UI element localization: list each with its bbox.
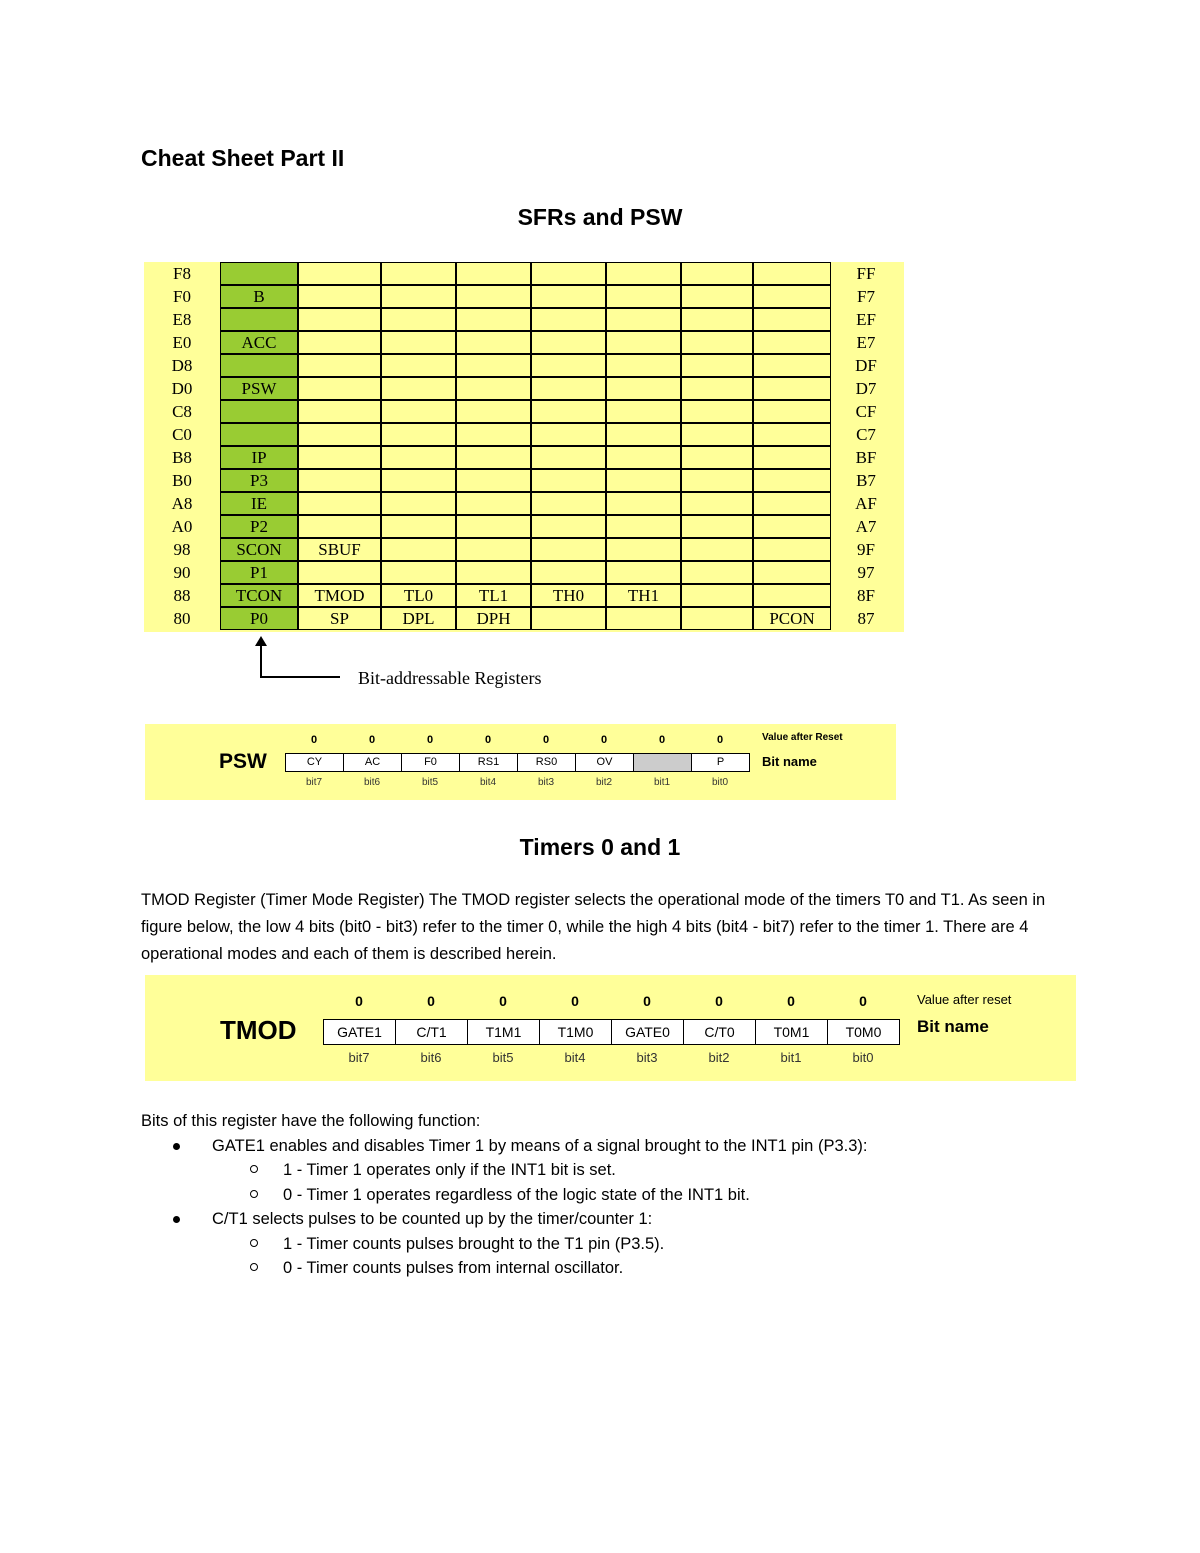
bullet-text: GATE1 enables and disables Timer 1 by means of a signal brought to the INT1 pin (P3.3): bbox=[212, 1137, 868, 1155]
bit-index: bit3 bbox=[636, 1050, 658, 1065]
sfr-cell bbox=[298, 469, 381, 492]
bit-reset-value: 0 bbox=[310, 734, 318, 746]
sfr-cell bbox=[531, 262, 606, 285]
sfr-cell bbox=[606, 561, 681, 584]
bit-cell: RS0 bbox=[517, 753, 576, 772]
sfr-cell bbox=[681, 308, 753, 331]
register-name: PSW bbox=[219, 750, 267, 773]
bit-reset-value: 0 bbox=[355, 993, 363, 1009]
sfr-bit-addressable-cell: ACC bbox=[220, 331, 298, 354]
bit-index: bit0 bbox=[852, 1050, 874, 1065]
sfr-cell bbox=[531, 492, 606, 515]
sfr-cell bbox=[753, 584, 831, 607]
sfr-cell bbox=[298, 285, 381, 308]
sfr-cell bbox=[606, 423, 681, 446]
bit-index: bit5 bbox=[421, 777, 439, 788]
sfr-bit-addressable-cell: B bbox=[220, 285, 298, 308]
sfr-cell bbox=[456, 561, 531, 584]
bit-cell: C/T0 bbox=[683, 1019, 756, 1045]
sfr-bit-addressable-cell: P3 bbox=[220, 469, 298, 492]
bit-cell: GATE1 bbox=[323, 1019, 396, 1045]
sfr-row bbox=[144, 423, 904, 446]
sfr-cell bbox=[606, 469, 681, 492]
sfr-cell: TL0 bbox=[381, 584, 456, 607]
sfr-cell bbox=[381, 446, 456, 469]
sfr-address-left: E8 bbox=[172, 310, 192, 329]
sfr-cell bbox=[606, 354, 681, 377]
sfr-row bbox=[144, 515, 904, 538]
bits-intro: Bits of this register have the following function: bbox=[141, 1112, 481, 1130]
sfr-cell: TL1 bbox=[456, 584, 531, 607]
bit-cell: RS1 bbox=[459, 753, 518, 772]
sfr-cell bbox=[298, 515, 381, 538]
sfr-row bbox=[144, 492, 904, 515]
sfr-cell bbox=[681, 492, 753, 515]
bit-index: bit4 bbox=[564, 1050, 586, 1065]
sfr-cell: TMOD bbox=[298, 584, 381, 607]
bit-cell: F0 bbox=[401, 753, 460, 772]
sfr-cell bbox=[606, 262, 681, 285]
sfr-map-table bbox=[144, 262, 904, 632]
sfr-bit-addressable-cell: P1 bbox=[220, 561, 298, 584]
sub-bullet-text: 0 - Timer counts pulses from internal oscillator. bbox=[283, 1259, 624, 1278]
sfr-bit-addressable-cell bbox=[220, 423, 298, 446]
bit-cell: C/T1 bbox=[395, 1019, 468, 1045]
sfr-address-right: 9F bbox=[857, 540, 875, 559]
arrow-line bbox=[260, 642, 262, 678]
sfr-cell bbox=[298, 561, 381, 584]
bit-cell: P bbox=[691, 753, 750, 772]
sfr-address-left: F8 bbox=[173, 264, 191, 283]
circle-bullet-icon bbox=[250, 1165, 258, 1173]
bit-reset-value: 0 bbox=[571, 993, 579, 1009]
bit-reset-value: 0 bbox=[658, 734, 666, 746]
sfr-bit-addressable-cell: IP bbox=[220, 446, 298, 469]
sfr-cell bbox=[381, 377, 456, 400]
bit-index: bit5 bbox=[492, 1050, 514, 1065]
sfr-cell bbox=[531, 354, 606, 377]
sfr-address-left: C0 bbox=[172, 425, 192, 444]
bit-cell: CY bbox=[285, 753, 344, 772]
sfr-cell bbox=[681, 285, 753, 308]
sfr-address-right: BF bbox=[855, 448, 877, 467]
sfr-cell bbox=[681, 377, 753, 400]
sfr-bit-addressable-cell bbox=[220, 262, 298, 285]
sub-bullet-item bbox=[212, 1183, 867, 1207]
sfr-address-right: C7 bbox=[856, 425, 876, 444]
sfr-address-left: C8 bbox=[172, 402, 192, 421]
sfr-bit-addressable-cell: P0 bbox=[220, 607, 298, 630]
sub-list bbox=[212, 1158, 867, 1207]
sfr-cell bbox=[531, 308, 606, 331]
sfr-address-left: E0 bbox=[172, 333, 192, 352]
bit-reset-value: 0 bbox=[715, 993, 723, 1009]
bit-reset-value: 0 bbox=[542, 734, 550, 746]
circle-bullet-icon bbox=[250, 1190, 258, 1198]
reset-value-label: Value after reset bbox=[917, 992, 1012, 1007]
sfr-cell bbox=[381, 331, 456, 354]
sfr-cell bbox=[456, 331, 531, 354]
bullet-item bbox=[141, 1207, 867, 1280]
sfr-cell bbox=[606, 538, 681, 561]
sfr-cell bbox=[456, 377, 531, 400]
bit-index: bit6 bbox=[363, 777, 381, 788]
bit-name-label: Bit name bbox=[917, 1017, 989, 1036]
sfr-cell bbox=[606, 285, 681, 308]
bit-index: bit3 bbox=[537, 777, 555, 788]
bit-index: bit7 bbox=[305, 777, 323, 788]
sfr-cell bbox=[753, 446, 831, 469]
sfr-row bbox=[144, 377, 904, 400]
bullet-text: C/T1 selects pulses to be counted up by the timer/counter 1: bbox=[212, 1210, 653, 1229]
bit-cell: T0M1 bbox=[755, 1019, 828, 1045]
sfr-cell bbox=[381, 354, 456, 377]
bit-cell: GATE0 bbox=[611, 1019, 684, 1045]
bit-index: bit0 bbox=[711, 777, 729, 788]
sfr-bit-addressable-cell bbox=[220, 400, 298, 423]
sfr-cell bbox=[753, 492, 831, 515]
sfr-cell bbox=[456, 262, 531, 285]
sub-bullet-item bbox=[212, 1256, 867, 1280]
sfr-cell: DPH bbox=[456, 607, 531, 630]
sfr-row bbox=[144, 538, 904, 561]
bit-reset-value: 0 bbox=[426, 734, 434, 746]
sfr-cell bbox=[753, 469, 831, 492]
sfr-cell bbox=[606, 607, 681, 630]
sfr-address-right: 87 bbox=[857, 609, 875, 628]
sfr-cell bbox=[381, 400, 456, 423]
sfr-cell bbox=[456, 423, 531, 446]
sfr-cell bbox=[753, 285, 831, 308]
sfr-address-left: F0 bbox=[173, 287, 191, 306]
sfr-row bbox=[144, 354, 904, 377]
bit-reset-value: 0 bbox=[600, 734, 608, 746]
sfr-row bbox=[144, 308, 904, 331]
sfr-address-right: DF bbox=[855, 356, 877, 375]
sfr-cell bbox=[753, 400, 831, 423]
sfr-address-left: 80 bbox=[173, 609, 191, 628]
sfr-bit-addressable-cell: IE bbox=[220, 492, 298, 515]
sfr-cell bbox=[381, 538, 456, 561]
bit-reset-value: 0 bbox=[859, 993, 867, 1009]
sfr-cell bbox=[531, 285, 606, 308]
sfr-cell bbox=[381, 515, 456, 538]
bit-cell: T0M0 bbox=[827, 1019, 900, 1045]
sfr-address-left: D8 bbox=[171, 356, 193, 375]
sfr-row bbox=[144, 584, 904, 607]
tmod-register-diagram bbox=[145, 975, 1076, 1081]
sfr-cell bbox=[681, 354, 753, 377]
sfr-cell bbox=[606, 377, 681, 400]
sfr-address-right: AF bbox=[855, 494, 877, 513]
sfr-row bbox=[144, 331, 904, 354]
sfr-cell bbox=[531, 515, 606, 538]
sfr-cell bbox=[606, 515, 681, 538]
document-title: Cheat Sheet Part II bbox=[141, 145, 345, 171]
sfr-cell bbox=[381, 262, 456, 285]
bit-index: bit7 bbox=[348, 1050, 370, 1065]
sfr-cell bbox=[456, 308, 531, 331]
sfr-address-right: FF bbox=[856, 264, 876, 283]
sfr-cell bbox=[753, 354, 831, 377]
bit-reset-value: 0 bbox=[643, 993, 651, 1009]
bit-function-list bbox=[141, 1134, 867, 1280]
sfr-address-left: A0 bbox=[171, 517, 193, 536]
sfr-bit-addressable-cell: P2 bbox=[220, 515, 298, 538]
sfr-bit-addressable-cell bbox=[220, 354, 298, 377]
sfr-cell bbox=[298, 423, 381, 446]
sfr-cell bbox=[531, 469, 606, 492]
sub-bullet-item bbox=[212, 1232, 867, 1256]
sfr-row bbox=[144, 285, 904, 308]
sfr-cell: DPL bbox=[381, 607, 456, 630]
sfr-cell: TH0 bbox=[531, 584, 606, 607]
sub-bullet-text: 0 - Timer 1 operates regardless of the logic state of the INT1 bit. bbox=[283, 1185, 750, 1204]
timers-heading: Timers 0 and 1 bbox=[519, 834, 681, 860]
sfr-row bbox=[144, 262, 904, 285]
bit-reset-value: 0 bbox=[716, 734, 724, 746]
bit-index: bit1 bbox=[780, 1050, 802, 1065]
sfr-cell bbox=[681, 607, 753, 630]
sfr-row bbox=[144, 400, 904, 423]
tmod-paragraph: TMOD Register (Timer Mode Register) The TMOD register selects the operational mode of the timers T0 and T1. As seen in figure below, the low 4 bits (bit0 - bit3) refer to the timer 0, while the high 4 bits (bit4 - bit7) refer to the timer 1. There are 4 operational modes and each of them is described herein. bbox=[141, 891, 1046, 963]
sfr-bit-addressable-cell: TCON bbox=[220, 584, 298, 607]
sfr-cell bbox=[381, 469, 456, 492]
bit-reset-value: 0 bbox=[368, 734, 376, 746]
sfr-address-left: B8 bbox=[172, 448, 192, 467]
sfr-address-right: B7 bbox=[856, 471, 876, 490]
sfr-address-right: CF bbox=[855, 402, 877, 421]
sfr-cell: TH1 bbox=[606, 584, 681, 607]
sfr-bit-addressable-cell: SCON bbox=[220, 538, 298, 561]
sfr-address-left: B0 bbox=[172, 471, 192, 490]
sfr-cell bbox=[681, 538, 753, 561]
sfr-cell bbox=[681, 331, 753, 354]
sfr-address-right: E7 bbox=[856, 333, 876, 352]
bit-index: bit2 bbox=[708, 1050, 730, 1065]
sfr-cell: SP bbox=[298, 607, 381, 630]
sfr-cell bbox=[456, 446, 531, 469]
sfr-cell bbox=[531, 400, 606, 423]
reset-value-label: Value after Reset bbox=[762, 732, 843, 743]
sfr-cell bbox=[531, 561, 606, 584]
sfr-address-left: D0 bbox=[171, 379, 193, 398]
sfr-cell: SBUF bbox=[298, 538, 381, 561]
sfr-cell bbox=[606, 446, 681, 469]
sfr-address-right: EF bbox=[856, 310, 876, 329]
sfr-cell bbox=[753, 262, 831, 285]
sfr-address-left: 88 bbox=[173, 586, 191, 605]
sfr-cell bbox=[298, 308, 381, 331]
bit-cell: T1M0 bbox=[539, 1019, 612, 1045]
bit-reset-value: 0 bbox=[499, 993, 507, 1009]
sub-list bbox=[212, 1232, 867, 1281]
sfr-address-right: F7 bbox=[857, 287, 875, 306]
sfr-cell bbox=[456, 400, 531, 423]
sfr-cell bbox=[681, 400, 753, 423]
sfr-cell bbox=[298, 446, 381, 469]
sfr-cell bbox=[531, 538, 606, 561]
sfr-cell bbox=[606, 400, 681, 423]
sfr-cell bbox=[606, 308, 681, 331]
sfr-cell bbox=[531, 607, 606, 630]
bit-index: bit1 bbox=[653, 777, 671, 788]
sfr-cell bbox=[298, 262, 381, 285]
sfr-heading: SFRs and PSW bbox=[517, 204, 683, 230]
sfr-cell bbox=[456, 515, 531, 538]
sfr-row bbox=[144, 561, 904, 584]
sfr-cell bbox=[381, 285, 456, 308]
sfr-address-left: A8 bbox=[171, 494, 193, 513]
bit-name-label: Bit name bbox=[762, 754, 817, 769]
bit-cell: T1M1 bbox=[467, 1019, 540, 1045]
circle-bullet-icon bbox=[250, 1239, 258, 1247]
sfr-cell bbox=[681, 584, 753, 607]
bit-addressable-label: Bit-addressable Registers bbox=[358, 668, 542, 688]
bit-cell: AC bbox=[343, 753, 402, 772]
sub-bullet-text: 1 - Timer 1 operates only if the INT1 bit is set. bbox=[283, 1161, 616, 1180]
sfr-cell bbox=[531, 331, 606, 354]
bullet-dot-icon bbox=[173, 1216, 180, 1223]
sfr-address-left: 98 bbox=[173, 540, 191, 559]
sfr-address-left: 90 bbox=[173, 563, 191, 582]
sfr-cell bbox=[681, 561, 753, 584]
sfr-cell bbox=[753, 538, 831, 561]
sfr-cell bbox=[753, 561, 831, 584]
sfr-cell bbox=[606, 492, 681, 515]
bit-index: bit6 bbox=[420, 1050, 442, 1065]
register-name: TMOD bbox=[220, 1015, 297, 1045]
sfr-cell bbox=[456, 469, 531, 492]
sub-bullet-item bbox=[212, 1158, 867, 1182]
sfr-cell bbox=[531, 423, 606, 446]
sfr-row bbox=[144, 469, 904, 492]
sfr-cell bbox=[381, 492, 456, 515]
sfr-row bbox=[144, 446, 904, 469]
sfr-address-right: 97 bbox=[857, 563, 875, 582]
sfr-cell bbox=[531, 446, 606, 469]
sfr-cell bbox=[753, 515, 831, 538]
bullet-item bbox=[141, 1134, 867, 1207]
sfr-address-right: D7 bbox=[855, 379, 877, 398]
sfr-bit-addressable-cell bbox=[220, 308, 298, 331]
bit-index: bit4 bbox=[479, 777, 497, 788]
sfr-cell bbox=[753, 377, 831, 400]
sfr-address-right: A7 bbox=[855, 517, 877, 536]
sfr-cell bbox=[531, 377, 606, 400]
bit-cell: OV bbox=[575, 753, 634, 772]
psw-register-diagram bbox=[145, 724, 896, 800]
sfr-cell bbox=[298, 377, 381, 400]
sub-bullet-text: 1 - Timer counts pulses brought to the T1 pin (P3.5). bbox=[283, 1234, 665, 1253]
bit-cell bbox=[633, 753, 692, 772]
sfr-cell bbox=[456, 354, 531, 377]
sfr-cell bbox=[298, 354, 381, 377]
sfr-cell bbox=[681, 515, 753, 538]
bit-reset-value: 0 bbox=[787, 993, 795, 1009]
sfr-cell bbox=[753, 423, 831, 446]
sfr-cell bbox=[681, 423, 753, 446]
sfr-cell bbox=[681, 446, 753, 469]
bit-reset-value: 0 bbox=[484, 734, 492, 746]
sfr-cell bbox=[456, 538, 531, 561]
circle-bullet-icon bbox=[250, 1263, 258, 1271]
sfr-cell bbox=[681, 262, 753, 285]
sfr-cell bbox=[381, 308, 456, 331]
sfr-cell bbox=[381, 423, 456, 446]
sfr-cell bbox=[456, 285, 531, 308]
sfr-cell bbox=[298, 492, 381, 515]
bit-index: bit2 bbox=[595, 777, 613, 788]
arrow-line bbox=[260, 676, 340, 678]
sfr-cell bbox=[753, 331, 831, 354]
sfr-cell bbox=[298, 331, 381, 354]
sfr-cell: PCON bbox=[753, 607, 831, 630]
sfr-cell bbox=[298, 400, 381, 423]
sfr-cell bbox=[753, 308, 831, 331]
sfr-cell bbox=[681, 469, 753, 492]
bullet-dot-icon bbox=[173, 1143, 180, 1150]
sfr-row bbox=[144, 607, 904, 630]
sfr-cell bbox=[606, 331, 681, 354]
sfr-cell bbox=[381, 561, 456, 584]
sfr-cell bbox=[456, 492, 531, 515]
sfr-address-right: 8F bbox=[857, 586, 875, 605]
bit-reset-value: 0 bbox=[427, 993, 435, 1009]
sfr-bit-addressable-cell: PSW bbox=[220, 377, 298, 400]
